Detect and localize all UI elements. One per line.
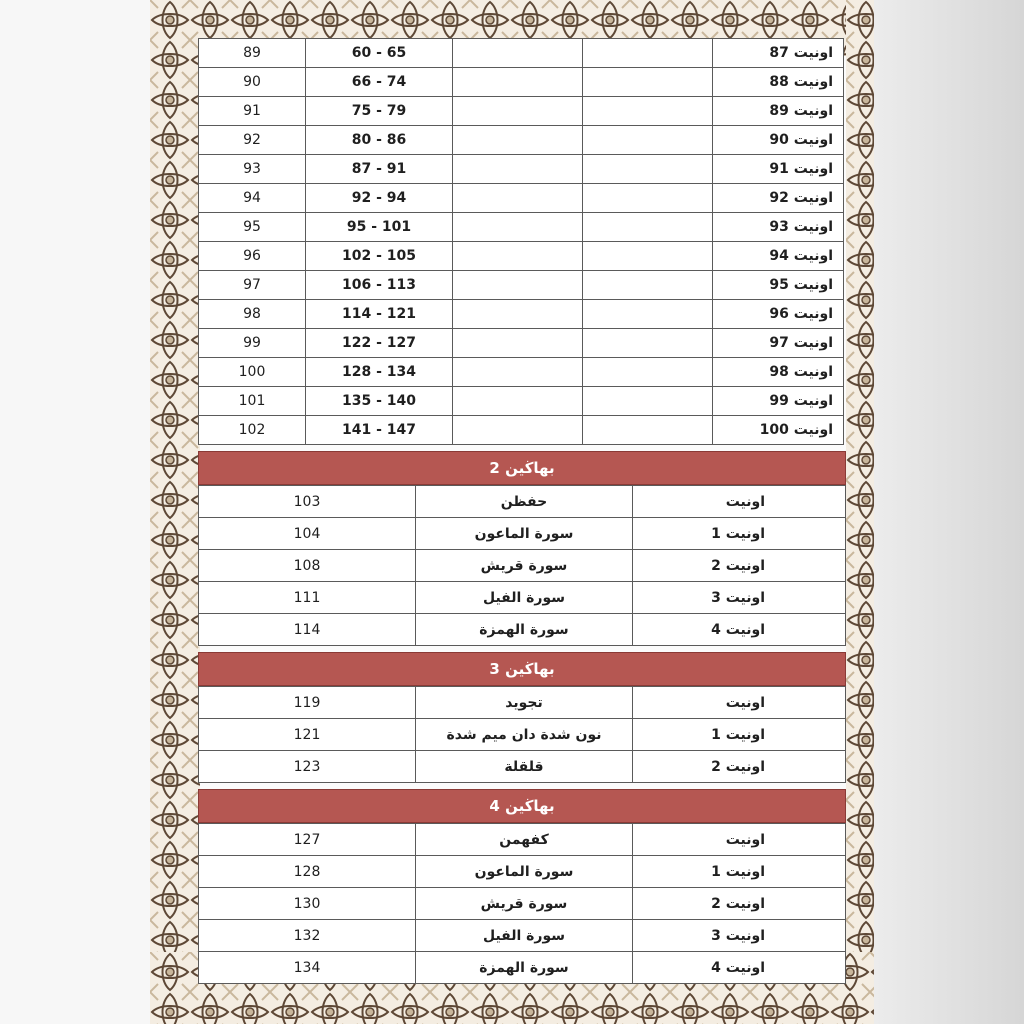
unit-label-cell: اونيت 91: [713, 155, 844, 184]
blank-cell: [453, 97, 583, 126]
table-row: [199, 358, 844, 387]
contents-area: [198, 38, 848, 984]
blank-cell: [583, 242, 713, 271]
table-row: [199, 582, 846, 614]
blank-cell: [453, 68, 583, 97]
page-number-cell: 91: [199, 97, 306, 126]
unit-label-cell: اونيت 100: [713, 416, 844, 445]
lesson-title-cell: سورة الماعون: [416, 856, 633, 888]
lesson-title-cell: سورة قريش: [416, 550, 633, 582]
lesson-title-cell: سورة الهمزة: [416, 952, 633, 984]
scan-margin-right: [874, 0, 1024, 1024]
page-number-cell: 96: [199, 242, 306, 271]
verse-range-cell: 60 - 65: [306, 39, 453, 68]
page-number-cell: 127: [199, 824, 416, 856]
table-row: [199, 719, 846, 751]
unit-label-cell: اونيت 90: [713, 126, 844, 155]
section-table: [198, 823, 846, 984]
table-row: [199, 550, 846, 582]
unit-label-cell: اونيت 94: [713, 242, 844, 271]
blank-cell: [453, 39, 583, 68]
page-number-cell: 100: [199, 358, 306, 387]
table-row: [199, 184, 844, 213]
table-row: [199, 329, 844, 358]
table-row: [199, 39, 844, 68]
page-number-cell: 94: [199, 184, 306, 213]
page-number-cell: 93: [199, 155, 306, 184]
table-row: [199, 952, 846, 984]
blank-cell: [583, 184, 713, 213]
section-header: بهاڬين 3: [198, 652, 846, 686]
lesson-title-cell: نون شدة دان ميم شدة: [416, 719, 633, 751]
verse-range-cell: 122 - 127: [306, 329, 453, 358]
table-row: [199, 614, 846, 646]
lesson-title-cell: سورة الفيل: [416, 582, 633, 614]
lesson-title-cell: سورة الماعون: [416, 518, 633, 550]
blank-cell: [583, 97, 713, 126]
blank-cell: [453, 184, 583, 213]
page-number-cell: 101: [199, 387, 306, 416]
page-number-cell: 103: [199, 486, 416, 518]
blank-cell: [453, 300, 583, 329]
unit-label-cell: اونيت 1: [633, 719, 846, 751]
table-row: [199, 824, 846, 856]
blank-cell: [583, 416, 713, 445]
blank-cell: [453, 358, 583, 387]
unit-label-cell: اونيت 2: [633, 550, 846, 582]
ornamental-border-left: [150, 0, 200, 1024]
table-row: [199, 920, 846, 952]
verse-range-cell: 92 - 94: [306, 184, 453, 213]
verse-range-cell: 66 - 74: [306, 68, 453, 97]
section-header: بهاڬين 2: [198, 451, 846, 485]
page-number-cell: 123: [199, 751, 416, 783]
unit-label-cell: اونيت 97: [713, 329, 844, 358]
blank-cell: [583, 68, 713, 97]
unit-label-cell: اونيت 2: [633, 888, 846, 920]
lesson-title-cell: كفهمن: [416, 824, 633, 856]
unit-label-cell: اونيت 87: [713, 39, 844, 68]
unit-label-cell: اونيت 92: [713, 184, 844, 213]
lesson-title-cell: سورة الفيل: [416, 920, 633, 952]
unit-label-cell: اونيت 4: [633, 952, 846, 984]
blank-cell: [453, 329, 583, 358]
page-number-cell: 90: [199, 68, 306, 97]
table-row: [199, 126, 844, 155]
unit-label-cell: اونيت 1: [633, 518, 846, 550]
blank-cell: [583, 39, 713, 68]
table-row: [199, 155, 844, 184]
table-row: [199, 416, 844, 445]
lesson-title-cell: تجويد: [416, 687, 633, 719]
unit-label-cell: اونيت 3: [633, 920, 846, 952]
blank-cell: [583, 300, 713, 329]
part-section: [198, 451, 848, 646]
verse-range-cell: 80 - 86: [306, 126, 453, 155]
unit-range-table: [198, 38, 844, 445]
unit-label-cell: اونيت: [633, 687, 846, 719]
blank-cell: [583, 329, 713, 358]
verse-range-cell: 95 - 101: [306, 213, 453, 242]
page-number-cell: 98: [199, 300, 306, 329]
unit-label-cell: اونيت 98: [713, 358, 844, 387]
blank-cell: [453, 126, 583, 155]
blank-cell: [583, 271, 713, 300]
scan-margin-left: [0, 0, 150, 1024]
table-row: [199, 300, 844, 329]
part-section: [198, 789, 848, 984]
table-row: [199, 97, 844, 126]
blank-cell: [583, 213, 713, 242]
section-table: [198, 485, 846, 646]
table-row: [199, 213, 844, 242]
page-number-cell: 132: [199, 920, 416, 952]
verse-range-cell: 128 - 134: [306, 358, 453, 387]
table-row: [199, 68, 844, 97]
unit-label-cell: اونيت 95: [713, 271, 844, 300]
verse-range-cell: 141 - 147: [306, 416, 453, 445]
page-number-cell: 128: [199, 856, 416, 888]
page-number-cell: 134: [199, 952, 416, 984]
table-row: [199, 271, 844, 300]
blank-cell: [583, 155, 713, 184]
page-number-cell: 114: [199, 614, 416, 646]
verse-range-cell: 75 - 79: [306, 97, 453, 126]
blank-cell: [453, 271, 583, 300]
unit-label-cell: اونيت 2: [633, 751, 846, 783]
lesson-title-cell: سورة الهمزة: [416, 614, 633, 646]
blank-cell: [453, 213, 583, 242]
verse-range-cell: 106 - 113: [306, 271, 453, 300]
lesson-title-cell: سورة قريش: [416, 888, 633, 920]
page-number-cell: 92: [199, 126, 306, 155]
unit-label-cell: اونيت 96: [713, 300, 844, 329]
unit-label-cell: اونيت: [633, 824, 846, 856]
page-number-cell: 108: [199, 550, 416, 582]
unit-label-cell: اونيت: [633, 486, 846, 518]
page-number-cell: 130: [199, 888, 416, 920]
table-row: [199, 751, 846, 783]
page-number-cell: 104: [199, 518, 416, 550]
page-number-cell: 102: [199, 416, 306, 445]
verse-range-cell: 102 - 105: [306, 242, 453, 271]
lesson-title-cell: قلقلة: [416, 751, 633, 783]
unit-label-cell: اونيت 88: [713, 68, 844, 97]
section-table: [198, 686, 846, 783]
unit-label-cell: اونيت 99: [713, 387, 844, 416]
blank-cell: [453, 416, 583, 445]
page-number-cell: 89: [199, 39, 306, 68]
blank-cell: [583, 387, 713, 416]
blank-cell: [583, 358, 713, 387]
page-number-cell: 97: [199, 271, 306, 300]
blank-cell: [453, 387, 583, 416]
page-number-cell: 99: [199, 329, 306, 358]
verse-range-cell: 135 - 140: [306, 387, 453, 416]
lesson-title-cell: حفظن: [416, 486, 633, 518]
table-row: [199, 856, 846, 888]
unit-label-cell: اونيت 93: [713, 213, 844, 242]
page-number-cell: 119: [199, 687, 416, 719]
blank-cell: [583, 126, 713, 155]
table-row: [199, 687, 846, 719]
section-header: بهاڬين 4: [198, 789, 846, 823]
verse-range-cell: 114 - 121: [306, 300, 453, 329]
unit-label-cell: اونيت 89: [713, 97, 844, 126]
page-number-cell: 95: [199, 213, 306, 242]
blank-cell: [453, 242, 583, 271]
ornamental-border-right: [846, 0, 874, 1024]
table-row: [199, 518, 846, 550]
part-section: [198, 652, 848, 783]
table-row: [199, 387, 844, 416]
unit-label-cell: اونيت 4: [633, 614, 846, 646]
table-row: [199, 486, 846, 518]
table-row: [199, 888, 846, 920]
blank-cell: [453, 155, 583, 184]
page-number-cell: 121: [199, 719, 416, 751]
unit-label-cell: اونيت 3: [633, 582, 846, 614]
verse-range-cell: 87 - 91: [306, 155, 453, 184]
page-number-cell: 111: [199, 582, 416, 614]
unit-label-cell: اونيت 1: [633, 856, 846, 888]
table-row: [199, 242, 844, 271]
